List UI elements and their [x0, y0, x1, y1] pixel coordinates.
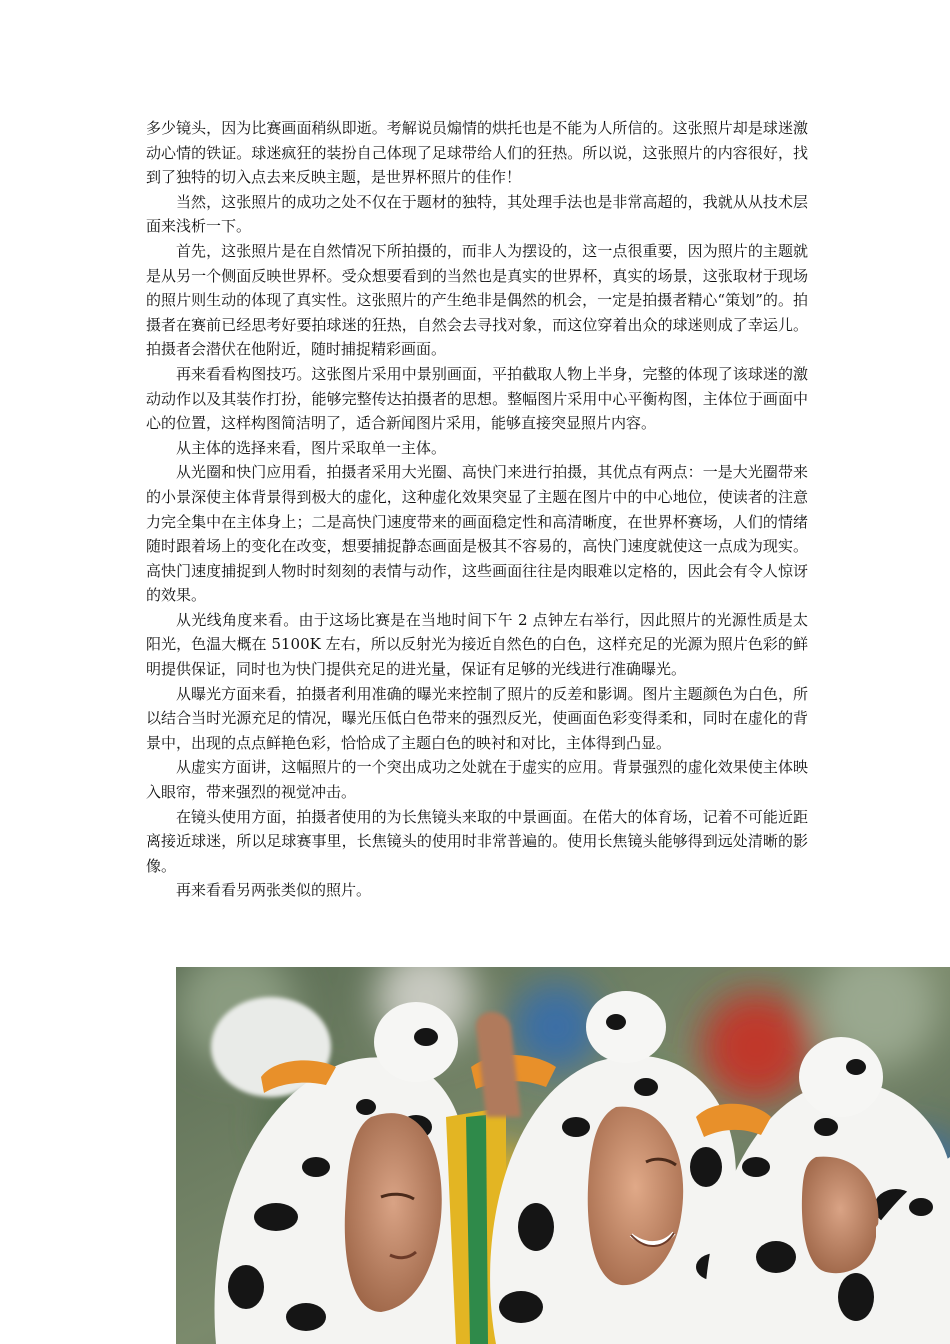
paragraph-2: 当然，这张照片的成功之处不仅在于题材的独特，其处理手法也是非常高超的，我就从从技术层面来浅析一下。	[146, 192, 808, 236]
paragraph-8: 从曝光方面来看，拍摄者利用准确的曝光来控制了照片的反差和影调。图片主题颜色为白色，所以结合当时光源充足的情况，曝光压低白色带来的强烈反光，使画面色彩变得柔和，同时在虚化的背景中，出现的点点鲜艳色彩，恰恰成了主题白色的映衬和对比，主体得到凸显。	[146, 684, 808, 752]
paragraph-5: 从主体的选择来看，图片采取单一主体。	[176, 438, 447, 457]
paragraph-4: 再来看看构图技巧。这张图片采用中景别画面，平拍截取人物上半身，完整的体现了该球迷的激动动作以及其装作打扮，能够完整传达拍摄者的思想。整幅图片采用中心平衡构图，主体位于画面中心的位置，这样构图简洁明了，适合新闻图片采用，能够直接突显照片内容。	[146, 364, 808, 433]
photo-illustration	[176, 967, 950, 1344]
paragraph-7: 从光线角度来看。由于这场比赛是在当地时间下午 2 点钟左右举行，因此照片的光源性质是太阳光，色温大概在 5100K 左右，所以反射光为接近自然色的白色，这样充足的光源为照片色彩的鲜明提供保证，同时也为快门提供充足的进光量，保证有足够的光线进行准确曝光。	[146, 610, 808, 679]
paragraph-11: 再来看看另两张类似的照片。	[176, 881, 372, 900]
paragraph-6: 从光圈和快门应用看，拍摄者采用大光圈、高快门来进行拍摄，其优点有两点：一是大光圈带来的小景深使主体背景得到极大的虚化，这种虚化效果突显了主题在图片中的中心地位，使读者的注意力完全集中在主体身上；二是高快门速度带来的画面稳定性和高清晰度，在世界杯赛场，人们的情绪随时跟着场上的变化在改变，想要捕捉静态画面是极其不容易的，高快门速度就使这一点成为现实。高快门速度捕捉到人物时时刻刻的表情与动作，这些画面往往是肉眼难以定格的，因此会有令人惊讶的效果。	[146, 463, 808, 605]
paragraph-9: 从虚实方面讲，这幅照片的一个突出成功之处就在于虚实的应用。背景强烈的虚化效果使主体映入眼帘，带来强烈的视觉冲击。	[146, 758, 808, 802]
article-body	[146, 116, 808, 903]
cow-costume-fans-photo	[176, 967, 950, 1344]
paragraph-10: 在镜头使用方面，拍摄者使用的为长焦镜头来取的中景画面。在偌大的体育场，记着不可能近距离接近球迷，所以足球赛事里，长焦镜头的使用时非常普遍的。使用长焦镜头能够得到远处清晰的影像。	[146, 807, 808, 875]
paragraph-1: 多少镜头，因为比赛画面稍纵即逝。考解说员煽情的烘托也是不能为人所信的。这张照片却是球迷激动心情的铁证。球迷疯狂的装扮自己体现了足球带给人们的狂热。所以说，这张照片的内容很好，找到了独特的切入点去来反映主题，是世界杯照片的佳作！	[146, 119, 808, 187]
paragraph-3: 首先，这张照片是在自然情况下所拍摄的，而非人为摆设的，这一点很重要，因为照片的主题就是从另一个侧面反映世界杯。受众想要看到的当然也是真实的世界杯，真实的场景，这张取材于现场的照片则生动的体现了真实性。这张照片的产生绝非是偶然的机会，一定是拍摄者精心“策划”的。拍摄者在赛前已经思考好要拍球迷的狂热，自然会去寻找对象，而这位穿着出众的球迷则成了幸运儿。拍摄者会潜伏在他附近，随时捕捉精彩画面。	[146, 241, 808, 359]
